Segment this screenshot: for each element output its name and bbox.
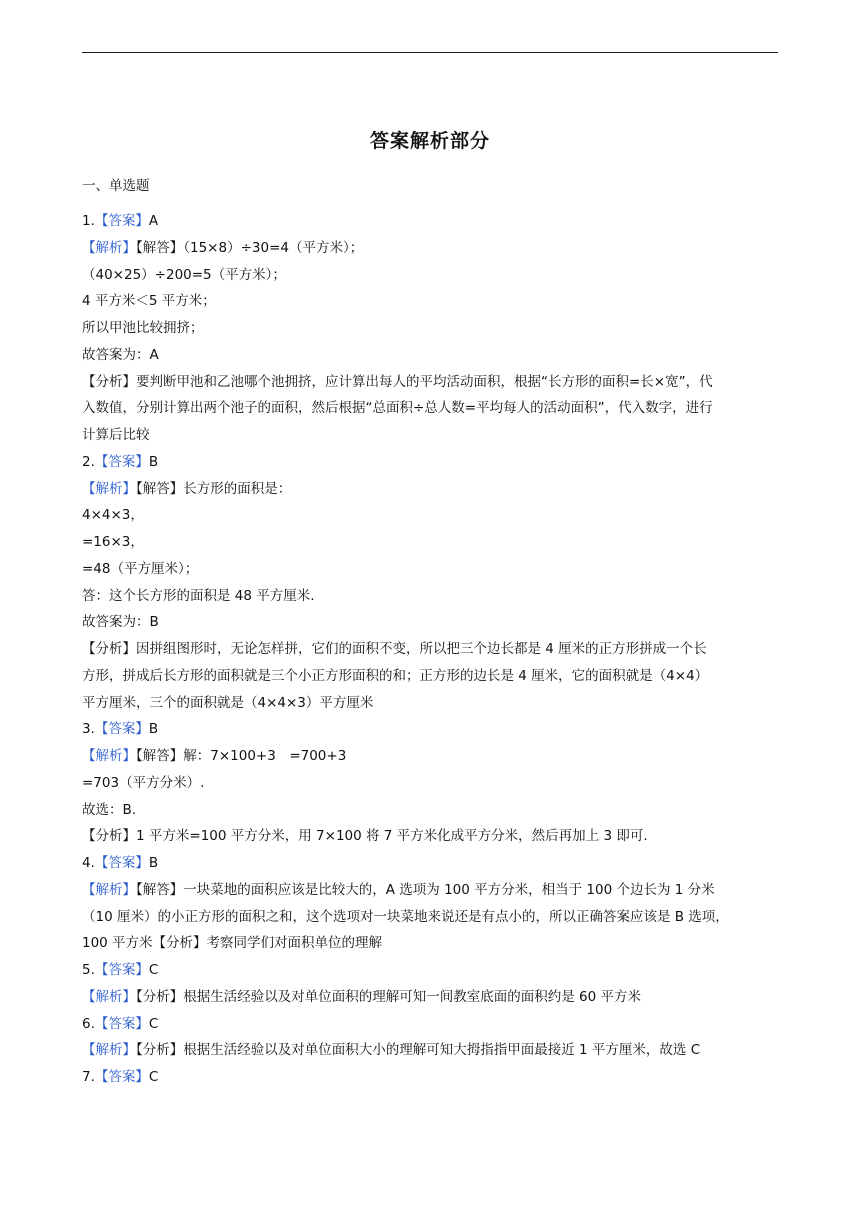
text-line (82, 586, 782, 606)
line-text: C (148, 1015, 159, 1032)
page-title: 答案解析部分 (369, 130, 490, 152)
line-text: 所以甲池比较拥挤； (82, 320, 204, 336)
line-text: 【解答】一块菜地的面积应该是比较大的，A 选项为 100 平方分米，相当于 100 个边长为 1 分米 (136, 881, 715, 898)
line-text: 3. (82, 721, 95, 738)
line-text: 故答案为：A (82, 346, 159, 363)
line-text: 答：这个长方形的面积是 48 平方厘米. (82, 587, 315, 604)
label-tag: 【解析】 (82, 1042, 136, 1059)
label-tag: 【解析】 (82, 480, 136, 497)
line-text: 【分析】根据生活经验以及对单位面积大小的理解可知大拇指指甲面最接近 1 平方厘米，故选 C (136, 1042, 701, 1059)
text-line (82, 746, 782, 766)
line-text: 计算后比较 (82, 427, 150, 443)
line-text: 平方厘米，三个的面积就是（4×4×3）平方厘米 (82, 694, 374, 711)
line-text: 【解答】（15×8）÷30=4（平方米）； (136, 239, 364, 256)
line-text: A (148, 213, 159, 229)
line-text: 2. (82, 453, 95, 470)
text-line (82, 479, 782, 499)
line-text: 4. (82, 855, 95, 871)
label-tag: 【解析】 (82, 988, 136, 1005)
text-line (82, 719, 782, 739)
text-line (82, 372, 782, 392)
text-line (82, 800, 782, 820)
line-text: 【分析】要判断甲池和乙池哪个池拥挤，应计算出每人的平均活动面积，根据“长方形的面积=长×宽”，代 (82, 373, 713, 390)
line-text: 5. (82, 962, 95, 978)
text-line (82, 773, 782, 793)
text-line (82, 639, 782, 659)
line-text: C (148, 962, 159, 978)
line-text: 6. (82, 1015, 95, 1032)
text-line (82, 291, 782, 311)
text-line (82, 853, 782, 873)
line-text: （40×25）÷200=5（平方米）； (82, 266, 286, 283)
text-line (82, 211, 782, 231)
text-line (82, 693, 782, 713)
line-text: 4×4×3， (82, 507, 144, 524)
label-tag: 【答案】 (94, 855, 149, 871)
line-text: 【解答】长方形的面积是： (136, 480, 292, 497)
line-text: 故选：B. (82, 801, 137, 818)
text-line (82, 559, 782, 579)
text-line (82, 612, 782, 632)
line-text: 4 平方米＜5 平方米； (82, 293, 216, 310)
line-text: =48（平方厘米）； (82, 560, 199, 577)
line-text: 【解答】解：7×100+3 =700+3 (136, 748, 347, 764)
text-line (82, 505, 782, 525)
line-text: 【分析】1 平方米=100 平方分米，用 7×100 将 7 平方米化成平方分米，然后再加上 3 即可. (82, 828, 648, 845)
line-text: 100 平方米【分析】考察同学们对面积单位的理解 (82, 935, 383, 952)
label-tag: 【答案】 (94, 213, 149, 229)
text-line (82, 880, 782, 900)
line-text: 【分析】因拼组图形时，无论怎样拼，它们的面积不变，所以把三个边长都是 4 厘米的正方形拼成一个长 (82, 641, 707, 657)
text-line (82, 452, 782, 472)
label-tag: 【答案】 (94, 1015, 149, 1032)
text-line (82, 532, 782, 552)
label-tag: 【答案】 (94, 453, 149, 470)
text-line (82, 1040, 782, 1060)
line-text: 方形，拼成后长方形的面积就是三个小正方形面积的和；正方形的边长是 4 厘米，它的面积就是（4×4） (82, 667, 709, 684)
line-text: 1. (82, 213, 95, 229)
line-text: =703（平方分米）. (82, 774, 205, 791)
label-tag: 【答案】 (94, 1069, 149, 1085)
line-text: B (148, 721, 159, 738)
text-line (82, 1067, 782, 1087)
label-tag: 【答案】 (94, 721, 149, 738)
text-line (82, 826, 782, 846)
label-tag: 【解析】 (82, 881, 136, 898)
text-line (82, 960, 782, 980)
label-tag: 【答案】 (94, 962, 149, 978)
line-text: 故答案为：B (82, 614, 159, 631)
line-text: （10 厘米）的小正方形的面积之和，这个选项对一块菜地来说还是有点小的，所以正确答案应该是 B 选项， (82, 908, 729, 925)
text-line (82, 398, 782, 418)
text-line (82, 987, 782, 1007)
text-line (82, 1014, 782, 1034)
text-line (82, 933, 782, 953)
text-line (82, 345, 782, 365)
text-line (82, 318, 782, 338)
header-rule (82, 52, 778, 53)
text-line (82, 265, 782, 285)
text-line (82, 907, 782, 927)
line-text: 【分析】根据生活经验以及对单位面积的理解可知一间教室底面的面积约是 60 平方米 (136, 988, 642, 1005)
text-line (82, 238, 782, 258)
line-text: C (148, 1069, 159, 1085)
text-line (82, 425, 782, 445)
section-heading: 一、单选题 (82, 178, 150, 194)
line-text: B (148, 855, 159, 871)
text-line (82, 666, 782, 686)
line-text: 入数值，分别计算出两个池子的面积，然后根据“总面积÷总人数=平均每人的活动面积”，代入数字，进行 (82, 400, 713, 417)
line-text: =16×3， (82, 534, 144, 550)
label-tag: 【解析】 (82, 239, 136, 256)
label-tag: 【解析】 (82, 748, 136, 764)
line-text: B (148, 453, 159, 470)
line-text: 7. (82, 1069, 95, 1085)
